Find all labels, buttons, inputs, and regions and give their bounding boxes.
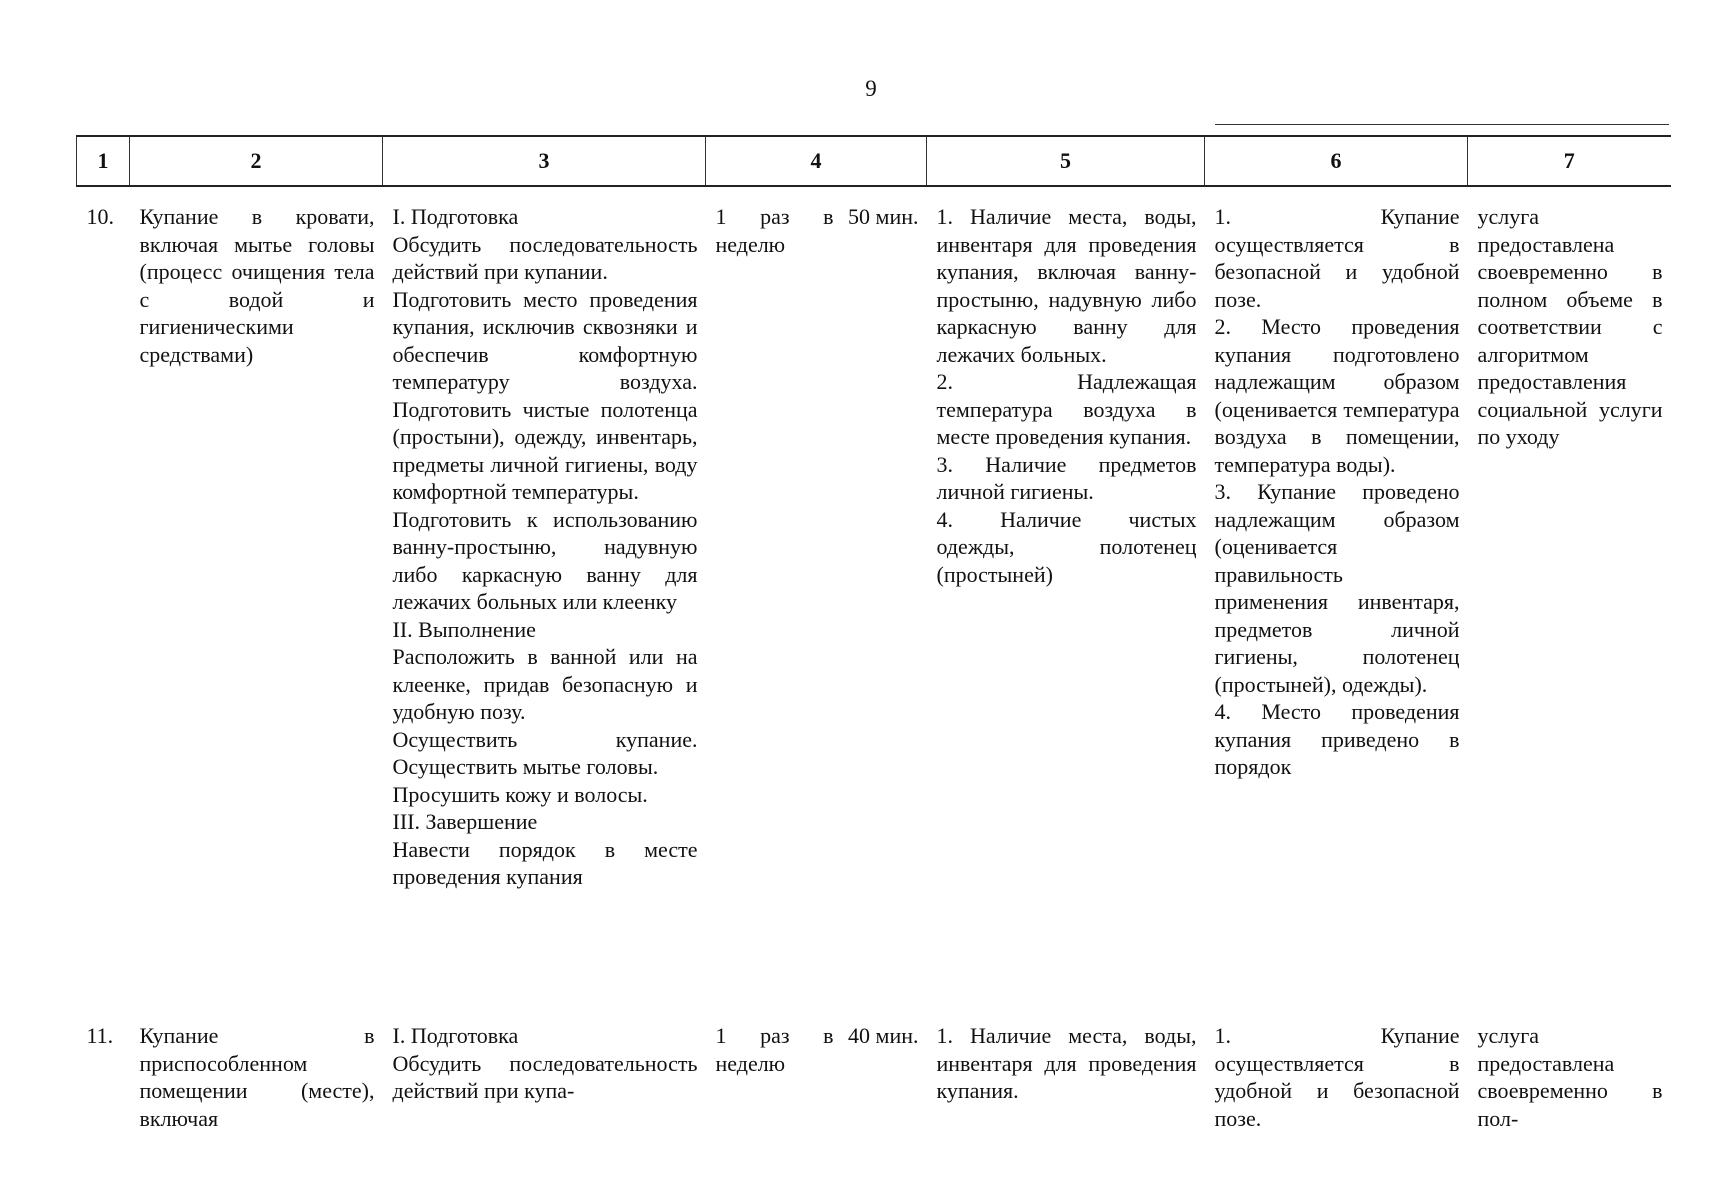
action-step: III. Завершение	[392, 809, 538, 834]
action-step: II. Выполнение	[392, 616, 536, 642]
criterion-item: 3. Купание проведено надлежащим образом (оценивается правильность применения инвентаря, предметов личной гигиены, полотенец (простыней), одежды).	[1214, 479, 1460, 697]
action-step: I. Подготовка	[392, 204, 519, 229]
criterion-item: 1. Купание осуществляется в безопасной и удобной позе.	[1214, 204, 1460, 312]
service-frequency	[706, 186, 927, 1003]
action-step: Просушить кожу и волосы.	[392, 781, 648, 807]
condition-item: 1. Наличие места, воды, инвентаря для проведения купания, включая ванну-простыню, надувную либо каркасную ванну для лежачих больных.	[936, 204, 1197, 367]
action-step: Расположить в ванной или на клеенке, придав безопасную и удобную позу.	[392, 644, 698, 724]
header-col-5: 5	[927, 136, 1205, 186]
condition-item: 4. Наличие чистых одежды, полотенец (простыней)	[936, 506, 1197, 587]
scan-top-line	[1215, 124, 1669, 125]
service-frequency	[706, 1003, 927, 1132]
action-step: Осуществить мытье головы.	[392, 754, 659, 779]
action-step: Обсудить последовательность действий при купа-	[392, 1050, 698, 1103]
table-row	[77, 1003, 1671, 1132]
table-header-row	[77, 136, 1671, 186]
row-number: 11.	[86, 1023, 114, 1048]
action-step: Осуществить купание.	[392, 726, 698, 752]
services-table	[76, 135, 1671, 1132]
header-col-3: 3	[383, 136, 706, 186]
row-number: 10.	[86, 204, 114, 229]
condition-item: 1. Наличие места, воды, инвентаря для проведения купания.	[936, 1023, 1197, 1103]
header-col-6: 6	[1205, 136, 1468, 186]
duration-text: 50 мин.	[848, 204, 919, 229]
condition-item: 2. Надлежащая температура воздуха в месте проведения купания.	[936, 369, 1197, 449]
action-step: I. Подготовка	[392, 1023, 519, 1048]
service-actions	[383, 1003, 706, 1132]
action-step: Подготовить место проведения купания, исключив сквозняки и обеспечив комфортную температуру воздуха. Подготовить чистые полотенца (простыни), одежду, инвентарь, предметы личной гигиены, воду комфортной температуры.	[392, 286, 698, 504]
action-step: Обсудить последовательность действий при купании.	[392, 231, 698, 284]
header-col-7: 7	[1468, 136, 1671, 186]
service-name: Купание в кровати, включая мытье головы (процесс очищения тела с водой и гигиеническими средствами)	[139, 204, 375, 367]
condition-item: 3. Наличие предметов личной гигиены.	[936, 451, 1197, 504]
criterion-item: 2. Место проведения купания подготовлено надлежащим образом (оценивается температура воздуха в помещении, температура воды).	[1214, 314, 1460, 477]
action-step: Подготовить к использованию ванну-простыню, надувную либо каркасную ванну для лежачих больных или клеенку	[392, 506, 698, 614]
service-criteria	[1205, 1003, 1468, 1132]
header-col-1: 1	[77, 136, 130, 186]
header-col-4: 4	[706, 136, 927, 186]
service-result: услуга предоставлена своевременно в пол-	[1477, 1023, 1663, 1131]
service-name: Купание в приспособленном помещении (месте), включая	[139, 1023, 375, 1131]
service-conditions	[927, 1003, 1205, 1132]
service-actions	[383, 186, 706, 1003]
service-conditions	[927, 186, 1205, 1003]
criterion-item: 4. Место проведения купания приведено в порядок	[1214, 699, 1460, 779]
action-step: Навести порядок в месте проведения купания	[392, 836, 698, 889]
duration-text: 40 мин.	[848, 1023, 919, 1048]
frequency-text: 1 раз в неделю	[715, 1023, 834, 1076]
header-col-2: 2	[130, 136, 383, 186]
frequency-text: 1 раз в неделю	[715, 204, 834, 257]
page-number: 9	[865, 76, 877, 101]
service-criteria	[1205, 186, 1468, 1003]
table-row	[77, 186, 1671, 1003]
criterion-item: 1. Купание осуществляется в удобной и безопасной позе.	[1214, 1023, 1460, 1131]
service-result: услуга предоставлена своевременно в полном объеме в соответствии с алгоритмом предоставления социальной услуги по уходу	[1477, 204, 1663, 449]
